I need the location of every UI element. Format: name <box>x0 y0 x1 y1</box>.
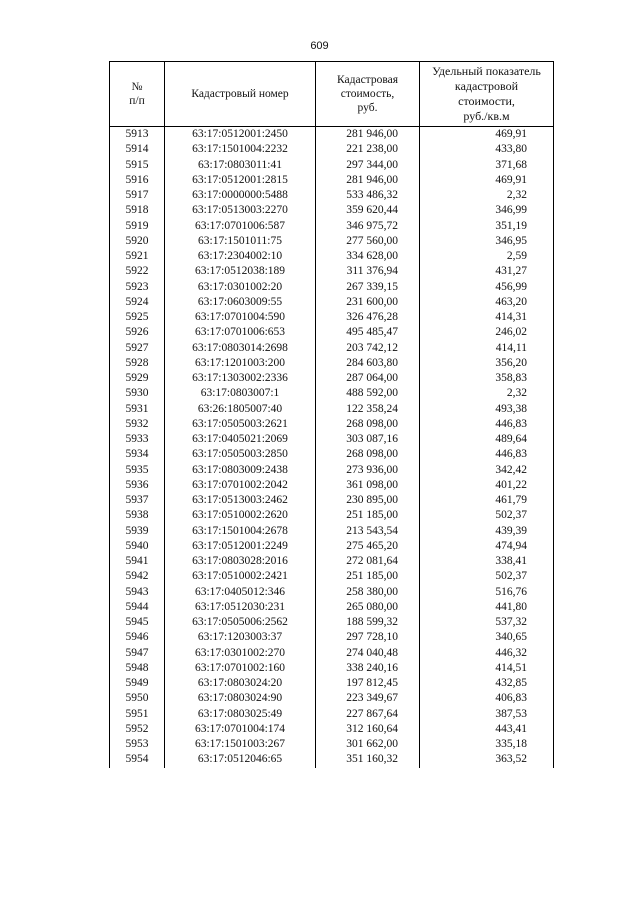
specific-indicator-cell: 414,11 <box>420 341 554 356</box>
table-row <box>110 264 554 279</box>
row-number-cell: 5947 <box>110 646 165 661</box>
row-number-cell: 5943 <box>110 585 165 600</box>
table-row <box>110 691 554 706</box>
row-number-cell: 5936 <box>110 478 165 493</box>
cadastral-cost-cell: 231 600,00 <box>316 295 420 310</box>
table-row <box>110 432 554 447</box>
specific-indicator-cell: 432,85 <box>420 676 554 691</box>
row-number-cell: 5944 <box>110 600 165 615</box>
table-row <box>110 219 554 234</box>
row-number-cell: 5946 <box>110 630 165 645</box>
cadastral-number-cell: 63:17:0512001:2815 <box>165 173 316 188</box>
cadastral-number-cell: 63:17:1501011:75 <box>165 234 316 249</box>
table-row <box>110 493 554 508</box>
specific-indicator-cell: 537,32 <box>420 615 554 630</box>
cadastral-cost-cell: 122 358,24 <box>316 402 420 417</box>
cadastral-number-cell: 63:17:0505006:2562 <box>165 615 316 630</box>
cadastral-cost-cell: 281 946,00 <box>316 173 420 188</box>
table-row <box>110 417 554 432</box>
specific-indicator-cell: 469,91 <box>420 173 554 188</box>
row-number-cell: 5920 <box>110 234 165 249</box>
specific-indicator-cell: 414,31 <box>420 310 554 325</box>
specific-indicator-cell: 346,99 <box>420 203 554 218</box>
specific-indicator-cell: 371,68 <box>420 158 554 173</box>
cadastral-cost-cell: 284 603,80 <box>316 356 420 371</box>
table-row <box>110 646 554 661</box>
cadastral-number-cell: 63:17:0513003:2462 <box>165 493 316 508</box>
cadastral-cost-cell: 351 160,32 <box>316 752 420 767</box>
cadastral-cost-cell: 227 867,64 <box>316 707 420 722</box>
specific-indicator-cell: 489,64 <box>420 432 554 447</box>
cadastral-cost-cell: 346 975,72 <box>316 219 420 234</box>
row-number-cell: 5928 <box>110 356 165 371</box>
specific-indicator-cell: 446,83 <box>420 447 554 462</box>
table-row <box>110 295 554 310</box>
cadastral-number-cell: 63:17:1501004:2232 <box>165 142 316 157</box>
cadastral-number-cell: 63:17:0803009:2438 <box>165 463 316 478</box>
table-row <box>110 341 554 356</box>
specific-indicator-cell: 356,20 <box>420 356 554 371</box>
cadastral-number-cell: 63:17:0701002:2042 <box>165 478 316 493</box>
cadastral-number-cell: 63:17:1303002:2336 <box>165 371 316 386</box>
header-cadastral-number <box>165 62 316 127</box>
header-cadastral-cost <box>316 62 420 127</box>
cadastral-cost-cell: 267 339,15 <box>316 280 420 295</box>
table-row <box>110 249 554 264</box>
cadastral-number-cell: 63:17:0510002:2620 <box>165 508 316 523</box>
header-row-number <box>110 62 165 127</box>
header-cost-line2: стоимость, <box>340 88 395 100</box>
cadastral-number-cell: 63:17:0701006:587 <box>165 219 316 234</box>
table-row <box>110 158 554 173</box>
row-number-cell: 5939 <box>110 524 165 539</box>
cadastral-number-cell: 63:17:0301002:270 <box>165 646 316 661</box>
cadastral-number-cell: 63:17:1203003:37 <box>165 630 316 645</box>
cadastral-cost-cell: 533 486,32 <box>316 188 420 203</box>
table-row <box>110 508 554 523</box>
table-row <box>110 630 554 645</box>
cadastral-number-cell: 63:17:0513003:2270 <box>165 203 316 218</box>
specific-indicator-cell: 441,80 <box>420 600 554 615</box>
cadastral-number-cell: 63:17:0803025:49 <box>165 707 316 722</box>
table-body <box>110 127 554 768</box>
row-number-cell: 5914 <box>110 142 165 157</box>
header-cost-line1: Кадастровая <box>336 74 399 86</box>
row-number-cell: 5942 <box>110 569 165 584</box>
row-number-cell: 5931 <box>110 402 165 417</box>
cadastral-number-cell: 63:17:0803014:2698 <box>165 341 316 356</box>
header-cost-line3: руб. <box>357 102 378 114</box>
cadastral-number-cell: 63:17:0512030:231 <box>165 600 316 615</box>
row-number-cell: 5945 <box>110 615 165 630</box>
cadastral-cost-cell: 274 040,48 <box>316 646 420 661</box>
header-spec-line3: стоимости, <box>458 94 515 108</box>
row-number-cell: 5952 <box>110 722 165 737</box>
table-row <box>110 676 554 691</box>
row-number-cell: 5954 <box>110 752 165 767</box>
cadastral-number-cell: 63:17:1201003:200 <box>165 356 316 371</box>
table-row <box>110 539 554 554</box>
cadastral-number-cell: 63:17:0701002:160 <box>165 661 316 676</box>
header-specific-indicator <box>420 62 554 127</box>
cadastral-cost-cell: 334 628,00 <box>316 249 420 264</box>
row-number-cell: 5917 <box>110 188 165 203</box>
specific-indicator-cell: 340,65 <box>420 630 554 645</box>
table-row <box>110 569 554 584</box>
specific-indicator-cell: 342,42 <box>420 463 554 478</box>
specific-indicator-cell: 414,51 <box>420 661 554 676</box>
cadastral-cost-cell: 312 160,64 <box>316 722 420 737</box>
cadastral-number-cell: 63:17:0803024:20 <box>165 676 316 691</box>
cadastral-number-cell: 63:17:0505003:2621 <box>165 417 316 432</box>
specific-indicator-cell: 502,37 <box>420 508 554 523</box>
table-row <box>110 615 554 630</box>
cadastral-cost-cell: 251 185,00 <box>316 508 420 523</box>
cadastral-number-cell: 63:17:0701006:653 <box>165 325 316 340</box>
cadastral-cost-cell: 277 560,00 <box>316 234 420 249</box>
row-number-cell: 5929 <box>110 371 165 386</box>
row-number-cell: 5935 <box>110 463 165 478</box>
table-row <box>110 173 554 188</box>
cadastral-cost-cell: 272 081,64 <box>316 554 420 569</box>
header-cadastral-number-text: Кадастровый номер <box>191 88 289 100</box>
cadastral-cost-cell: 359 620,44 <box>316 203 420 218</box>
cadastral-cost-cell: 268 098,00 <box>316 417 420 432</box>
table-row <box>110 554 554 569</box>
row-number-cell: 5949 <box>110 676 165 691</box>
cadastral-cost-cell: 221 238,00 <box>316 142 420 157</box>
table-row <box>110 127 554 143</box>
table-row <box>110 280 554 295</box>
row-number-cell: 5918 <box>110 203 165 218</box>
cadastral-number-cell: 63:17:1501003:267 <box>165 737 316 752</box>
cadastral-number-cell: 63:17:0512001:2249 <box>165 539 316 554</box>
cadastral-number-cell: 63:17:0603009:55 <box>165 295 316 310</box>
cadastral-number-cell: 63:17:1501004:2678 <box>165 524 316 539</box>
table-row <box>110 234 554 249</box>
cadastral-cost-cell: 488 592,00 <box>316 386 420 401</box>
specific-indicator-cell: 363,52 <box>420 752 554 767</box>
row-number-cell: 5923 <box>110 280 165 295</box>
specific-indicator-cell: 406,83 <box>420 691 554 706</box>
cadastral-cost-cell: 326 476,28 <box>316 310 420 325</box>
specific-indicator-cell: 351,19 <box>420 219 554 234</box>
cadastral-cost-cell: 251 185,00 <box>316 569 420 584</box>
specific-indicator-cell: 469,91 <box>420 127 554 143</box>
table-row <box>110 661 554 676</box>
specific-indicator-cell: 2,59 <box>420 249 554 264</box>
table-row <box>110 371 554 386</box>
table-row <box>110 356 554 371</box>
row-number-cell: 5932 <box>110 417 165 432</box>
table-row <box>110 585 554 600</box>
specific-indicator-cell: 246,02 <box>420 325 554 340</box>
row-number-cell: 5924 <box>110 295 165 310</box>
header-spec-line2: кадастровой <box>454 79 519 93</box>
table-row <box>110 325 554 340</box>
cadastral-cost-cell: 287 064,00 <box>316 371 420 386</box>
cadastral-number-cell: 63:17:2304002:10 <box>165 249 316 264</box>
specific-indicator-cell: 2,32 <box>420 386 554 401</box>
page-number: 609 <box>310 40 329 52</box>
header-spec-line4: руб./кв.м <box>463 109 510 123</box>
cadastral-cost-cell: 338 240,16 <box>316 661 420 676</box>
cadastral-cost-cell: 301 662,00 <box>316 737 420 752</box>
cadastral-cost-cell: 297 728,10 <box>316 630 420 645</box>
cadastral-number-cell: 63:17:0405012:346 <box>165 585 316 600</box>
row-number-cell: 5922 <box>110 264 165 279</box>
specific-indicator-cell: 443,41 <box>420 722 554 737</box>
specific-indicator-cell: 456,99 <box>420 280 554 295</box>
table-row <box>110 402 554 417</box>
header-num-line2: п/п <box>129 95 145 107</box>
row-number-cell: 5940 <box>110 539 165 554</box>
specific-indicator-cell: 502,37 <box>420 569 554 584</box>
specific-indicator-cell: 433,80 <box>420 142 554 157</box>
table-row <box>110 447 554 462</box>
row-number-cell: 5941 <box>110 554 165 569</box>
table-row <box>110 722 554 737</box>
row-number-cell: 5934 <box>110 447 165 462</box>
table-row <box>110 707 554 722</box>
specific-indicator-cell: 431,27 <box>420 264 554 279</box>
specific-indicator-cell: 346,95 <box>420 234 554 249</box>
cadastral-number-cell: 63:17:0512046:65 <box>165 752 316 767</box>
row-number-cell: 5925 <box>110 310 165 325</box>
cadastral-number-cell: 63:17:0405021:2069 <box>165 432 316 447</box>
table-row <box>110 524 554 539</box>
table-header-row <box>110 62 554 127</box>
row-number-cell: 5921 <box>110 249 165 264</box>
cadastral-cost-cell: 268 098,00 <box>316 447 420 462</box>
header-num-line1: № <box>131 81 143 93</box>
row-number-cell: 5927 <box>110 341 165 356</box>
cadastral-cost-cell: 361 098,00 <box>316 478 420 493</box>
cadastral-number-cell: 63:17:0301002:20 <box>165 280 316 295</box>
cadastral-number-cell: 63:26:1805007:40 <box>165 402 316 417</box>
specific-indicator-cell: 446,32 <box>420 646 554 661</box>
specific-indicator-cell: 335,18 <box>420 737 554 752</box>
specific-indicator-cell: 516,76 <box>420 585 554 600</box>
table-row <box>110 478 554 493</box>
table-row <box>110 203 554 218</box>
cadastral-cost-cell: 265 080,00 <box>316 600 420 615</box>
specific-indicator-cell: 446,83 <box>420 417 554 432</box>
table-row <box>110 752 554 767</box>
cadastral-cost-cell: 203 742,12 <box>316 341 420 356</box>
row-number-cell: 5938 <box>110 508 165 523</box>
table-row <box>110 310 554 325</box>
cadastral-cost-cell: 213 543,54 <box>316 524 420 539</box>
specific-indicator-cell: 463,20 <box>420 295 554 310</box>
cadastral-number-cell: 63:17:0803007:1 <box>165 386 316 401</box>
specific-indicator-cell: 358,83 <box>420 371 554 386</box>
table-row <box>110 463 554 478</box>
specific-indicator-cell: 401,22 <box>420 478 554 493</box>
cadastral-cost-cell: 273 936,00 <box>316 463 420 478</box>
row-number-cell: 5937 <box>110 493 165 508</box>
specific-indicator-cell: 439,39 <box>420 524 554 539</box>
cadastral-number-cell: 63:17:0701004:590 <box>165 310 316 325</box>
row-number-cell: 5948 <box>110 661 165 676</box>
cadastral-number-cell: 63:17:0512001:2450 <box>165 127 316 143</box>
header-spec-line1: Удельный показатель <box>432 64 541 78</box>
cadastral-number-cell: 63:17:0512038:189 <box>165 264 316 279</box>
row-number-cell: 5951 <box>110 707 165 722</box>
row-number-cell: 5950 <box>110 691 165 706</box>
specific-indicator-cell: 338,41 <box>420 554 554 569</box>
specific-indicator-cell: 493,38 <box>420 402 554 417</box>
cadastral-number-cell: 63:17:0803028:2016 <box>165 554 316 569</box>
specific-indicator-cell: 387,53 <box>420 707 554 722</box>
row-number-cell: 5930 <box>110 386 165 401</box>
cadastral-cost-cell: 297 344,00 <box>316 158 420 173</box>
row-number-cell: 5915 <box>110 158 165 173</box>
cadastral-number-cell: 63:17:0000000:5488 <box>165 188 316 203</box>
cadastral-number-cell: 63:17:0701004:174 <box>165 722 316 737</box>
cadastral-number-cell: 63:17:0505003:2850 <box>165 447 316 462</box>
cadastral-cost-cell: 258 380,00 <box>316 585 420 600</box>
cadastral-cost-cell: 281 946,00 <box>316 127 420 143</box>
cadastral-number-cell: 63:17:0510002:2421 <box>165 569 316 584</box>
row-number-cell: 5916 <box>110 173 165 188</box>
table-row <box>110 188 554 203</box>
row-number-cell: 5913 <box>110 127 165 143</box>
cadastral-cost-cell: 275 465,20 <box>316 539 420 554</box>
cadastral-value-table <box>109 61 554 768</box>
cadastral-number-cell: 63:17:0803011:41 <box>165 158 316 173</box>
cadastral-number-cell: 63:17:0803024:90 <box>165 691 316 706</box>
specific-indicator-cell: 2,32 <box>420 188 554 203</box>
cadastral-cost-cell: 230 895,00 <box>316 493 420 508</box>
cadastral-cost-cell: 311 376,94 <box>316 264 420 279</box>
table-row <box>110 142 554 157</box>
cadastral-cost-cell: 197 812,45 <box>316 676 420 691</box>
cadastral-cost-cell: 303 087,16 <box>316 432 420 447</box>
cadastral-cost-cell: 495 485,47 <box>316 325 420 340</box>
specific-indicator-cell: 474,94 <box>420 539 554 554</box>
table-row <box>110 386 554 401</box>
specific-indicator-cell: 461,79 <box>420 493 554 508</box>
row-number-cell: 5926 <box>110 325 165 340</box>
table-row <box>110 600 554 615</box>
cadastral-cost-cell: 223 349,67 <box>316 691 420 706</box>
cadastral-cost-cell: 188 599,32 <box>316 615 420 630</box>
row-number-cell: 5953 <box>110 737 165 752</box>
row-number-cell: 5933 <box>110 432 165 447</box>
table-row <box>110 737 554 752</box>
row-number-cell: 5919 <box>110 219 165 234</box>
